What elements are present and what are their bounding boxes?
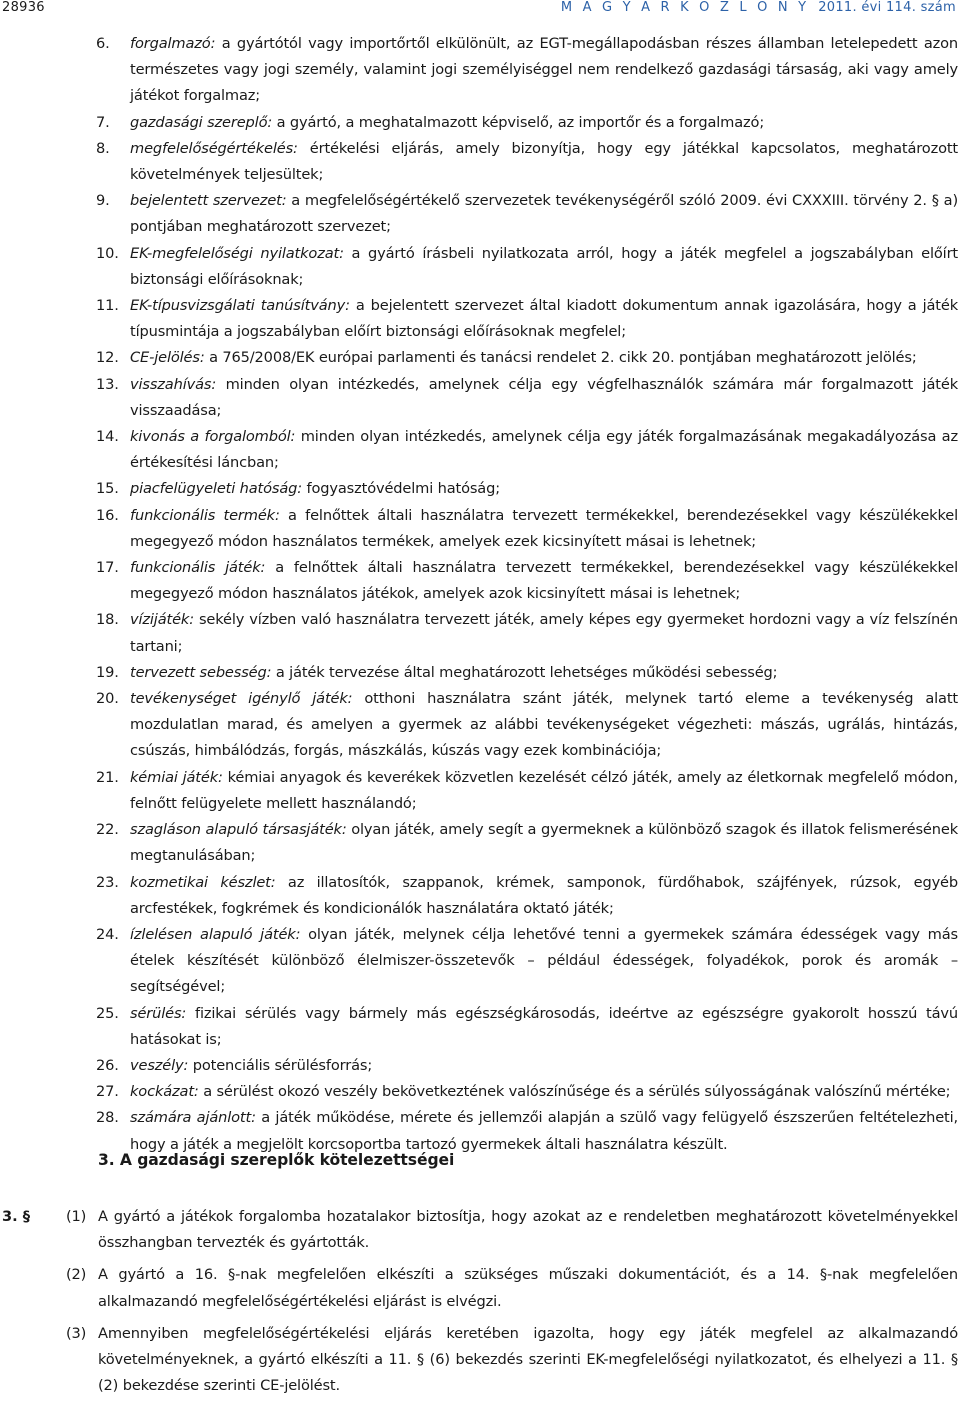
definition-term: veszély: [130,1056,189,1074]
definition-text: a játék működése, mérete és jellemzői alapján a szülő vagy felügyelő észszerűen feltételezheti, hogy a játék a megjelölt korcsoportba tartozó gyermekek általi használatra készült. [130,1109,958,1153]
definition-text: sekély vízben való használatra tervezett játék, amely képes egy gyermeket hordozni vagy a víz felszínén tartani; [130,611,958,655]
definition-item [96,503,958,555]
definition-text: a sérülést okozó veszély bekövetkeztének valószínűsége és a sérülés súlyosságának valószínű mértéke; [198,1083,951,1101]
definition-term: kémiai játék: [130,768,223,786]
definition-number: 13. [96,375,119,393]
definition-item [96,607,958,659]
definition-term: forgalmazó: [130,35,216,52]
definition-number: 7. [96,113,110,131]
definition-text: otthoni használatra szánt játék, melynek tartó eleme a tevékenység alatt mozdulatlan marad, és amelyen a gyermek az alábbi tevékenységeket végezheti: mászás, ugrálás, hintázás, csúszás, himbálódzás, forgás, mászkálás, kúszás vagy ezek kombinációja; [130,690,958,760]
definition-number: 12. [96,349,119,367]
definition-term: bejelentett szervezet: [130,192,287,210]
definition-item [96,188,958,240]
definition-number: 9. [96,192,110,210]
definition-number: 22. [96,821,119,839]
definition-term: kivonás a forgalomból: [130,428,296,446]
definition-term: sérülés: [130,1004,187,1022]
running-title [561,0,956,15]
definition-term: EK-megfelelőségi nyilatkozat: [130,244,344,262]
definition-item [96,1053,958,1079]
definition-item [96,660,958,686]
issue-label: 2011. évi 114. szám [818,0,956,15]
paragraph-sign-label: 3. § [2,1208,31,1225]
definition-text: a megfelelőségértékelő szervezetek tevékenységéről szóló 2009. évi CXXXIII. törvény 2. § a) pontjában meghatározott szervezet; [130,192,958,236]
definition-number: 18. [96,611,119,629]
definition-text: fizikai sérülés vagy bármely más egészségkárosodás, ideértve az egészségre gyakorolt hosszú távú hatásokat is; [130,1004,958,1048]
definition-item [96,372,958,424]
definition-number: 28. [96,1109,119,1127]
definition-term: megfelelőségértékelés: [130,139,298,157]
definition-term: CE-jelölés: [130,349,205,367]
definition-item [96,817,958,869]
provision-3 [0,1204,960,1405]
definition-item [96,870,958,922]
definition-number: 25. [96,1004,119,1022]
definition-number: 14. [96,428,119,446]
definition-text: a bejelentett szervezet által kiadott dokumentum annak igazolására, hogy a játék típusmintája a jogszabályban előírt biztonsági előírásoknak megfelel; [130,297,958,341]
definition-term: vízijáték: [130,611,194,629]
definition-text: kémiai anyagok és keverékek közvetlen kezelését célzó játék, amely az életkornak megfelelő módon, felnőtt felügyelete mellett használandó; [130,768,958,812]
provision-paragraph [0,1262,960,1314]
definition-term: piacfelügyeleti hatóság: [130,480,303,498]
definition-term: kozmetikai készlet: [130,873,276,891]
definition-text: a gyártó írásbeli nyilatkozata arról, hogy a játék megfelel a jogszabályban előírt biztonsági előírásoknak; [130,244,958,288]
definition-text: az illatosítók, szappanok, krémek, samponok, fürdőhabok, szájfények, rúzsok, egyéb arcfestékek, fogkrémek és kondicionálók használatára oktató játék; [130,873,958,917]
definition-item [96,110,958,136]
definition-number: 10. [96,244,119,262]
definition-text: a gyártó, a meghatalmazott képviselő, az importőr és a forgalmazó; [272,113,765,131]
definition-text: olyan játék, melynek célja lehetővé tenni a gyermekek számára édességek vagy más ételek készítését különböző élelmiszer-összetevők – például édességek, folyadékok, porok és aromák – segítségével; [130,925,958,996]
definition-term: tevékenységet igénylő játék: [130,690,353,708]
definition-item [96,1105,958,1157]
definition-text: minden olyan intézkedés, amelynek célja egy játék forgalmazásának megakadályozása az értékesítési láncban; [130,428,958,472]
journal-name: M A G Y A R K Ö Z L Ö N Y [560,0,810,15]
definition-item [96,31,958,110]
definition-text: minden olyan intézkedés, amelynek célja egy végfelhasználók számára már forgalmazott játék visszaadása; [130,375,958,419]
paragraph-number: (1) [66,1208,87,1225]
definition-item [96,922,958,1001]
definition-text: a felnőttek általi használatra tervezett termékekkel, berendezésekkel vagy készülékekkel megegyező módon használatos játékok, amelyek azok kicsinyített másai is lehetnek; [130,559,958,603]
definition-item [96,241,958,293]
paragraph-text: Amennyiben megfelelőségértékelési eljárás keretében igazolta, hogy egy játék megfelel az alkalmazandó követelményeknek, a gyártó elkészíti a 11. § (6) bekezdés szerinti EK-megfelelőségi nyilatkozatot, és elhelyezi a 11. § (2) bekezdése szerinti CE-jelölést. [98,1324,958,1395]
definition-number: 20. [96,690,119,708]
definition-term: gazdasági szereplő: [130,113,273,131]
definition-number: 6. [96,35,110,52]
definition-term: EK-típusvizsgálati tanúsítvány: [130,297,350,315]
section-title: 3. A gazdasági szereplők kötelezettségei [98,1151,455,1169]
definition-number: 11. [96,297,119,315]
definition-number: 17. [96,559,119,577]
definition-term: funkcionális játék: [130,559,266,577]
definition-item [96,765,958,817]
definition-number: 26. [96,1056,119,1074]
provision-paragraph [0,1204,960,1256]
definition-number: 27. [96,1083,119,1101]
page-header [0,0,960,22]
definition-number: 8. [96,139,110,157]
definition-text: fogyasztóvédelmi hatóság; [302,480,500,498]
definition-text: potenciális sérülésforrás; [188,1056,373,1074]
definitions-list [96,31,958,1158]
definition-text: a 765/2008/EK európai parlamenti és tanácsi rendelet 2. cikk 20. pontjában meghatározott jelölés; [204,349,917,367]
definition-item [96,345,958,371]
definition-item [96,476,958,502]
definition-item [96,293,958,345]
definition-number: 24. [96,925,119,943]
definition-text: a felnőttek általi használatra tervezett termékekkel, berendezésekkel vagy készülékekkel megegyező módon használatos termékek, amelyek ezek kicsinyített másai is lehetnek; [130,506,958,550]
definition-term: számára ajánlott: [130,1109,256,1127]
definition-text: a játék tervezése által meghatározott lehetséges működési sebesség; [271,663,778,681]
definition-item [96,136,958,188]
definition-term: funkcionális termék: [130,506,280,524]
definition-text: értékelési eljárás, amely bizonyítja, hogy egy játékkal kapcsolatos, meghatározott követelmények teljesültek; [130,139,958,184]
definition-term: visszahívás: [130,375,217,393]
definition-item [96,1079,958,1105]
paragraph-number: (2) [66,1266,87,1284]
paragraph-number: (3) [66,1324,87,1342]
definition-item [96,686,958,765]
definition-item [96,1001,958,1053]
definition-number: 15. [96,480,119,498]
definition-item [96,424,958,476]
paragraph-text: A gyártó a 16. §-nak megfelelően elkészíti a szükséges műszaki dokumentációt, és a 14. §-nak megfelelően alkalmazandó megfelelőségértékelési eljárást is elvégzi. [98,1266,958,1310]
definition-number: 23. [96,873,119,891]
provision-paragraph [0,1321,960,1400]
definition-number: 21. [96,768,119,786]
definition-number: 16. [96,506,119,524]
definition-term: kockázat: [130,1083,199,1101]
definition-text: olyan játék, amely segít a gyermeknek a különböző szagok és illatok felismerésének megtanulásában; [130,821,958,865]
definition-term: tervezett sebesség: [130,663,272,681]
page-number: 28936 [2,0,45,15]
definition-term: ízlelésen alapuló játék: [130,925,301,943]
paragraph-text: A gyártó a játékok forgalomba hozatalakor biztosítja, hogy azokat az e rendeletben meghatározott követelményekkel összhangban tervezték és gyártották. [98,1208,958,1252]
definition-term: szagláson alapuló társasjáték: [130,821,347,839]
definition-number: 19. [96,663,119,681]
definition-item [96,555,958,607]
definition-text: a gyártótól vagy importőrtől elkülönült, az EGT-megállapodásban részes államban letelepedett azon természetes vagy jogi személy, valamint jogi személyiséggel nem rendelkező gazdasági társaság, aki vagy amely játékot forgalmaz; [130,35,958,105]
